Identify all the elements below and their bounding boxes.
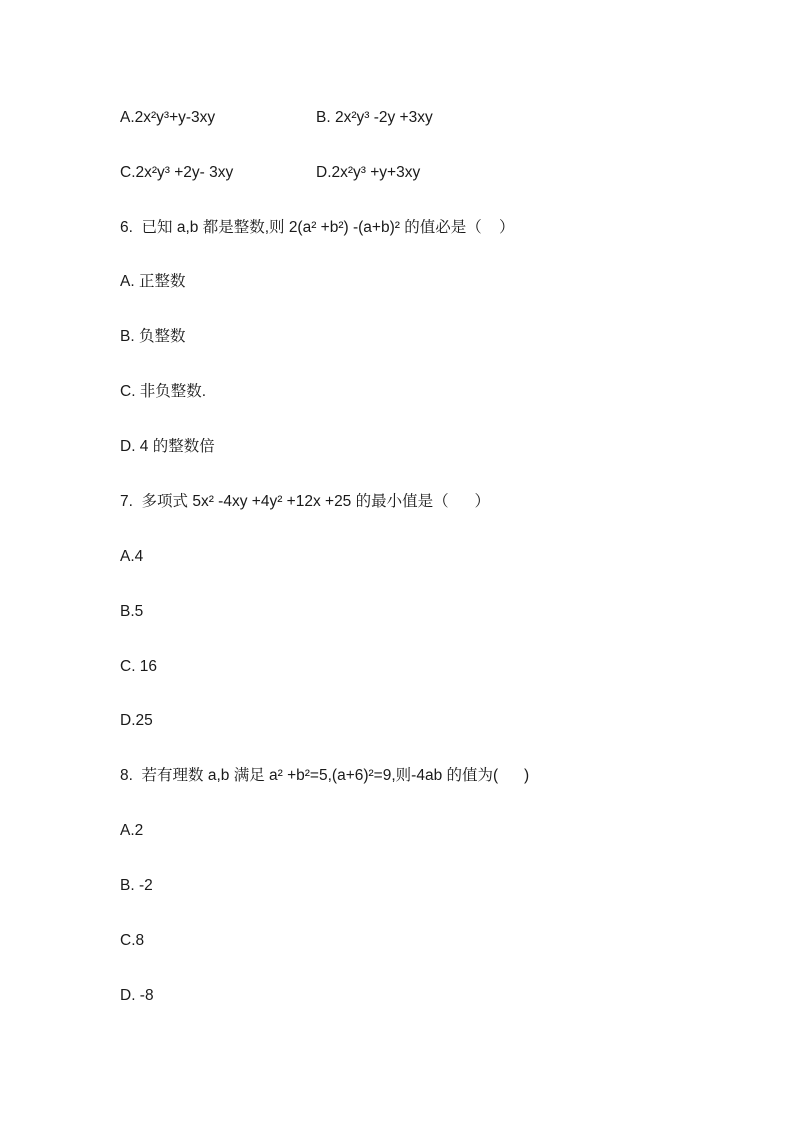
q5-option-b: B. 2x²y³ -2y +3xy [316, 109, 433, 126]
q8-option-d: D. -8 [120, 987, 154, 1004]
q8-option-b: B. -2 [120, 877, 153, 894]
q7-option-d: D.25 [120, 712, 153, 729]
q7-option-a: A.4 [120, 548, 144, 565]
q6-option-d: D. 4 的整数倍 [120, 438, 215, 455]
q7-option-c: C. 16 [120, 658, 158, 675]
q8-option-a: A.2 [120, 822, 144, 839]
q6-option-b: B. 负整数 [120, 328, 186, 345]
q5-option-d: D.2x²y³ +y+3xy [316, 164, 421, 181]
q8-stem: 8. 若有理数 a,b 满足 a² +b²=5,(a+6)²=9,则-4ab 的值为( ) [120, 767, 530, 784]
q6-option-c: C. 非负整数. [120, 383, 207, 400]
q8-option-c: C.8 [120, 932, 145, 949]
q5-option-a: A.2x²y³+y-3xy [120, 109, 216, 126]
q7-stem: 7. 多项式 5x² -4xy +4y² +12x +25 的最小值是（ ） [120, 493, 490, 510]
q6-option-a: A. 正整数 [120, 273, 186, 290]
q7-option-b: B.5 [120, 603, 144, 620]
q5-option-c: C.2x²y³ +2y- 3xy [120, 164, 234, 181]
q6-stem: 6. 已知 a,b 都是整数,则 2(a² +b²) -(a+b)² 的值必是（ ） [120, 219, 515, 236]
